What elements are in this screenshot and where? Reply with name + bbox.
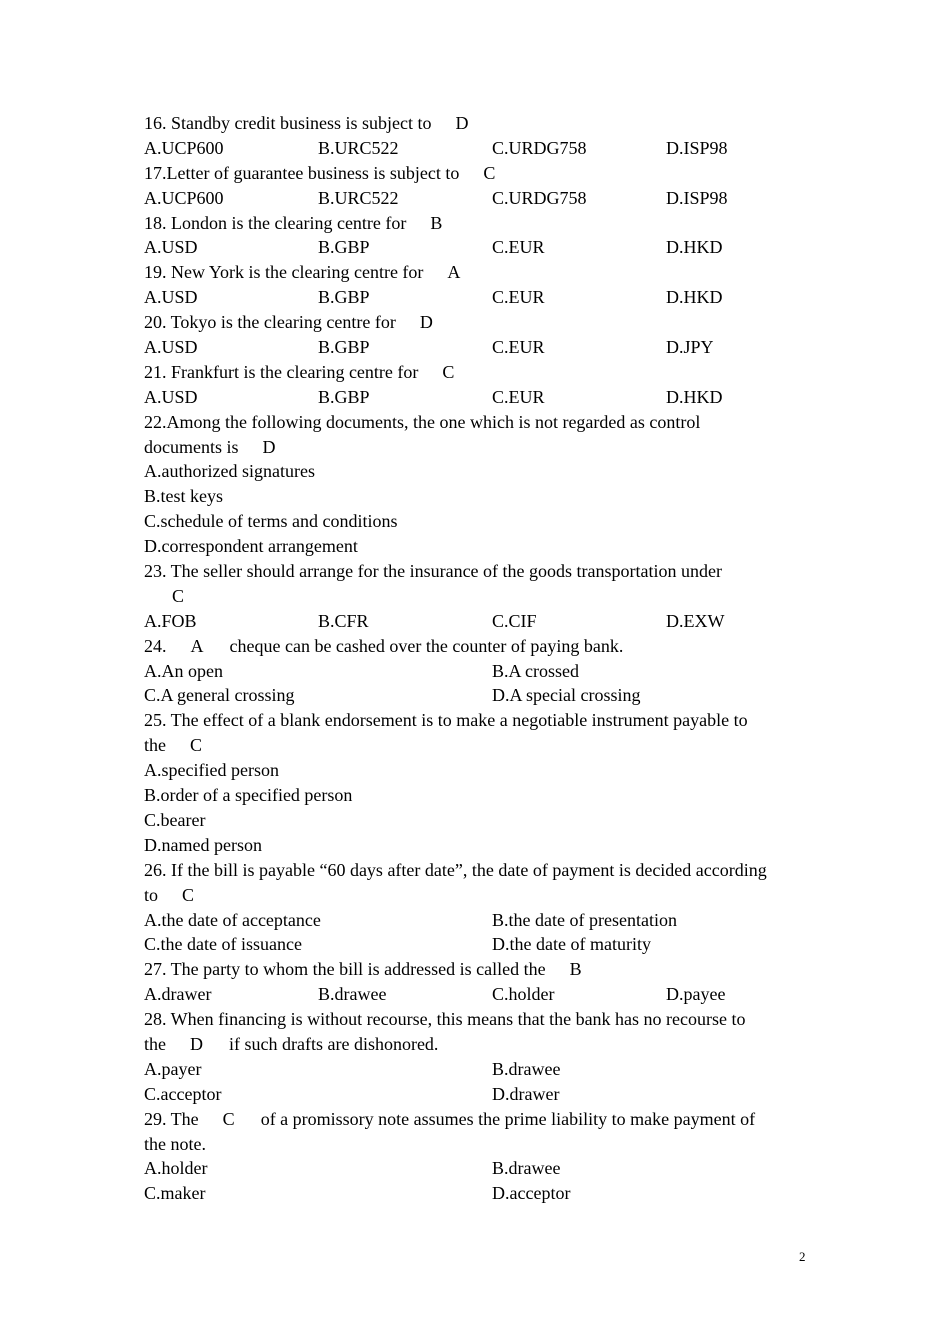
answer-option: D.JPY [666, 337, 714, 358]
question-text: 23. The seller should arrange for the insurance of the goods transportation under [144, 561, 722, 582]
question-text: A.specified person [144, 760, 279, 781]
answer-option: B.the date of presentation [492, 909, 677, 930]
answer-option: C.EUR [492, 337, 545, 358]
answer-option: A.the date of acceptance [144, 909, 321, 930]
options-row [144, 1181, 814, 1206]
text-line [144, 111, 814, 136]
text-line [144, 410, 814, 435]
options-row [144, 908, 814, 933]
question-text: 18. London is the clearing centre for [144, 212, 407, 233]
answer-key: C [222, 1108, 235, 1129]
text-line [144, 211, 814, 236]
answer-option: A.USD [144, 237, 198, 258]
text-line [144, 484, 814, 509]
answer-key: D [190, 1033, 203, 1054]
page-number: 2 [799, 1249, 806, 1264]
answer-option: A.USD [144, 287, 198, 308]
text-line [144, 1032, 814, 1057]
options-row [144, 385, 814, 410]
text-line [144, 783, 814, 808]
options-row [144, 1057, 814, 1082]
answer-option: D.payee [666, 984, 726, 1005]
answer-option: B.drawee [492, 1058, 561, 1079]
question-text: A.authorized signatures [144, 461, 315, 482]
answer-option: B.URC522 [318, 137, 399, 158]
options-row [144, 683, 814, 708]
question-text: the note. [144, 1133, 206, 1154]
answer-option: B.A crossed [492, 660, 579, 681]
text-line [144, 957, 814, 982]
answer-option: D.ISP98 [666, 137, 728, 158]
options-row [144, 285, 814, 310]
question-text: the [144, 735, 166, 756]
answer-key: C [483, 162, 496, 183]
answer-option: D.the date of maturity [492, 934, 651, 955]
answer-option: D.HKD [666, 287, 723, 308]
answer-option: A.An open [144, 660, 223, 681]
text-line [144, 310, 814, 335]
text-line [144, 708, 814, 733]
answer-option: A.holder [144, 1158, 208, 1179]
options-row [144, 235, 814, 260]
text-line [144, 758, 814, 783]
question-text: of a promissory note assumes the prime liability to make payment of [260, 1108, 756, 1129]
answer-option: B.GBP [318, 237, 370, 258]
answer-key: A [190, 635, 204, 656]
answer-option: A.UCP600 [144, 187, 224, 208]
question-text: B.test keys [144, 486, 223, 507]
answer-option: C.URDG758 [492, 187, 587, 208]
options-row [144, 186, 814, 211]
answer-option: B.CFR [318, 610, 369, 631]
text-line [144, 459, 814, 484]
answer-key: A [447, 262, 461, 283]
document-body [144, 111, 814, 1206]
answer-option: A.USD [144, 337, 198, 358]
text-line [144, 559, 814, 584]
answer-key: C [182, 884, 195, 905]
text-line [144, 1107, 814, 1132]
question-text: 29. The [144, 1108, 199, 1129]
text-line [144, 534, 814, 559]
text-line [144, 584, 814, 609]
answer-key: C [442, 361, 455, 382]
question-text: C.bearer [144, 809, 206, 830]
answer-option: B.GBP [318, 287, 370, 308]
answer-option: C.EUR [492, 287, 545, 308]
answer-key: B [430, 212, 443, 233]
question-text: to [144, 884, 159, 905]
question-text: documents is [144, 436, 239, 457]
answer-key: D [455, 113, 469, 133]
question-text: C [172, 585, 185, 606]
options-row [144, 932, 814, 957]
question-text: 26. If the bill is payable “60 days after date”, the date of payment is decided according [144, 859, 767, 880]
text-line [144, 509, 814, 534]
question-text: if such drafts are dishonored. [229, 1033, 439, 1054]
options-row [144, 335, 814, 360]
question-text: 20. Tokyo is the clearing centre for [144, 312, 396, 333]
text-line [144, 883, 814, 908]
answer-option: C.holder [492, 984, 555, 1005]
answer-option: B.URC522 [318, 187, 399, 208]
text-line [144, 634, 814, 659]
answer-option: D.drawer [492, 1083, 560, 1104]
options-row [144, 659, 814, 684]
answer-option: A.drawer [144, 984, 212, 1005]
options-row [144, 136, 814, 161]
question-text: 21. Frankfurt is the clearing centre for [144, 361, 419, 382]
options-row [144, 1082, 814, 1107]
answer-option: D.HKD [666, 237, 723, 258]
answer-option: C.URDG758 [492, 137, 587, 158]
answer-option: D.A special crossing [492, 685, 641, 706]
text-line [144, 833, 814, 858]
answer-option: C.CIF [492, 610, 537, 631]
question-text: D.named person [144, 834, 262, 855]
question-text: 24. [144, 635, 167, 656]
question-text: the [144, 1033, 166, 1054]
answer-option: D.ISP98 [666, 187, 728, 208]
answer-option: D.acceptor [492, 1183, 571, 1204]
question-text: B.order of a specified person [144, 785, 353, 806]
question-text: 27. The party to whom the bill is addressed is called the [144, 959, 546, 980]
text-line [144, 858, 814, 883]
answer-option: B.GBP [318, 386, 370, 407]
question-text: D.correspondent arrangement [144, 536, 358, 557]
answer-option: B.drawee [492, 1158, 561, 1179]
answer-key: B [569, 959, 582, 980]
answer-option: A.FOB [144, 610, 197, 631]
answer-option: D.HKD [666, 386, 723, 407]
answer-option: A.USD [144, 386, 198, 407]
answer-option: D.EXW [666, 610, 725, 631]
answer-key: C [190, 735, 203, 756]
question-text: C.schedule of terms and conditions [144, 511, 398, 532]
answer-option: C.maker [144, 1183, 206, 1204]
text-line [144, 360, 814, 385]
answer-key: D [419, 312, 433, 333]
answer-option: B.drawee [318, 984, 387, 1005]
answer-key: D [262, 436, 276, 457]
options-row [144, 1156, 814, 1181]
answer-option: C.A general crossing [144, 685, 295, 706]
answer-option: B.GBP [318, 337, 370, 358]
question-text: 16. Standby credit business is subject to [144, 113, 432, 133]
question-text: cheque can be cashed over the counter of paying bank. [229, 635, 624, 656]
answer-option: A.UCP600 [144, 137, 224, 158]
text-line [144, 808, 814, 833]
text-line [144, 161, 814, 186]
text-line [144, 733, 814, 758]
question-text: 28. When financing is without recourse, this means that the bank has no recourse to [144, 1009, 746, 1030]
answer-option: C.acceptor [144, 1083, 222, 1104]
options-row [144, 609, 814, 634]
text-line [144, 435, 814, 460]
text-line [144, 1132, 814, 1157]
text-line [144, 1007, 814, 1032]
question-text: 25. The effect of a blank endorsement is to make a negotiable instrument payable to [144, 710, 748, 731]
answer-option: A.payer [144, 1058, 202, 1079]
answer-option: C.EUR [492, 386, 545, 407]
question-text: 22.Among the following documents, the one which is not regarded as control [144, 411, 701, 432]
answer-option: C.EUR [492, 237, 545, 258]
question-text: 17.Letter of guarantee business is subject to [144, 162, 460, 183]
question-text: 19. New York is the clearing centre for [144, 262, 424, 283]
text-line [144, 260, 814, 285]
answer-option: C.the date of issuance [144, 934, 302, 955]
options-row [144, 982, 814, 1007]
